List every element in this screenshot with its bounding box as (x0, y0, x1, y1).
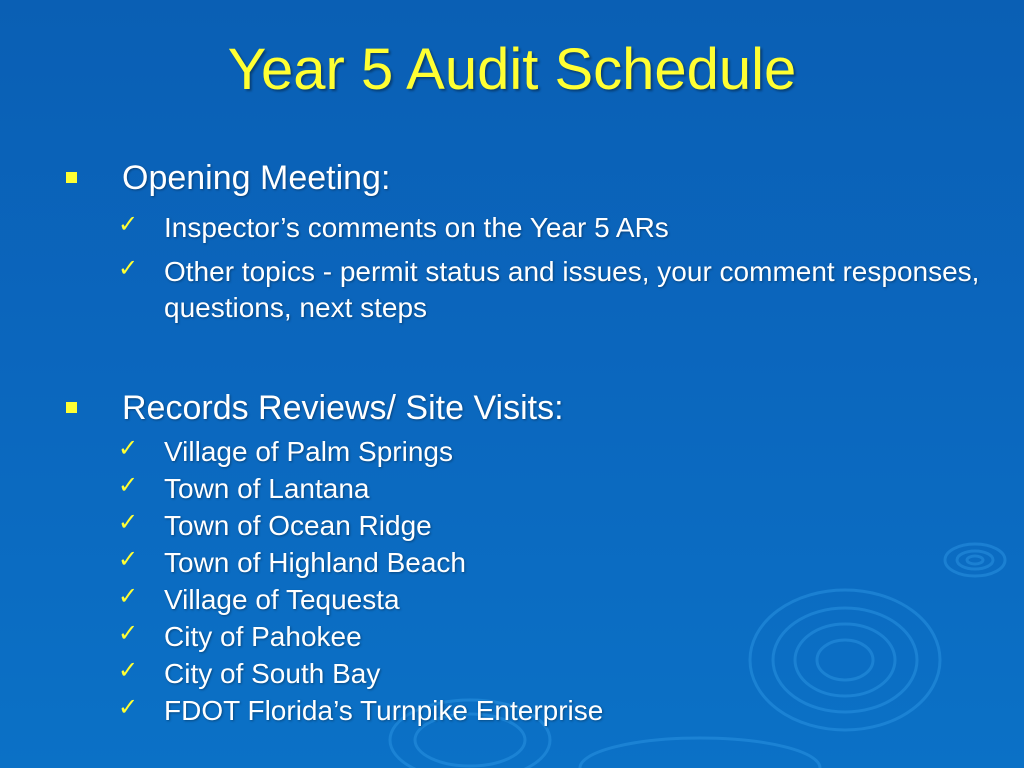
square-bullet-icon (66, 402, 77, 413)
list-item-text: Town of Highland Beach (164, 547, 466, 578)
square-bullet-icon (66, 172, 77, 183)
list-item-text: FDOT Florida’s Turnpike Enterprise (164, 695, 604, 726)
section-heading: Records Reviews/ Site Visits: (122, 389, 564, 427)
checkmark-icon: ✓ (118, 254, 139, 282)
list-item-text: City of Pahokee (164, 621, 362, 652)
checkmark-icon: ✓ (118, 508, 139, 536)
section-records-reviews (0, 390, 1024, 434)
list-item-text: Village of Palm Springs (164, 436, 453, 467)
checkmark-icon: ✓ (118, 619, 139, 647)
list-item-text: Village of Tequesta (164, 584, 400, 615)
list-item-text: City of South Bay (164, 658, 381, 689)
checkmark-icon: ✓ (118, 693, 139, 721)
list-item-text: Town of Lantana (164, 473, 370, 504)
section-heading: Opening Meeting: (122, 159, 391, 197)
checkmark-icon: ✓ (118, 545, 139, 573)
list-item-text: Town of Ocean Ridge (164, 510, 432, 541)
list-item-text: Other topics - permit status and issues, your comment responses, questions, next steps (164, 256, 980, 323)
checkmark-icon: ✓ (118, 582, 139, 610)
checkmark-icon: ✓ (118, 471, 139, 499)
list-item-text: Inspector’s comments on the Year 5 ARs (164, 212, 669, 243)
checkmark-icon: ✓ (118, 210, 139, 238)
slide-title: Year 5 Audit Schedule (227, 37, 797, 102)
checkmark-icon: ✓ (118, 434, 139, 462)
section-opening-meeting (0, 160, 1024, 204)
checkmark-icon: ✓ (118, 656, 139, 684)
